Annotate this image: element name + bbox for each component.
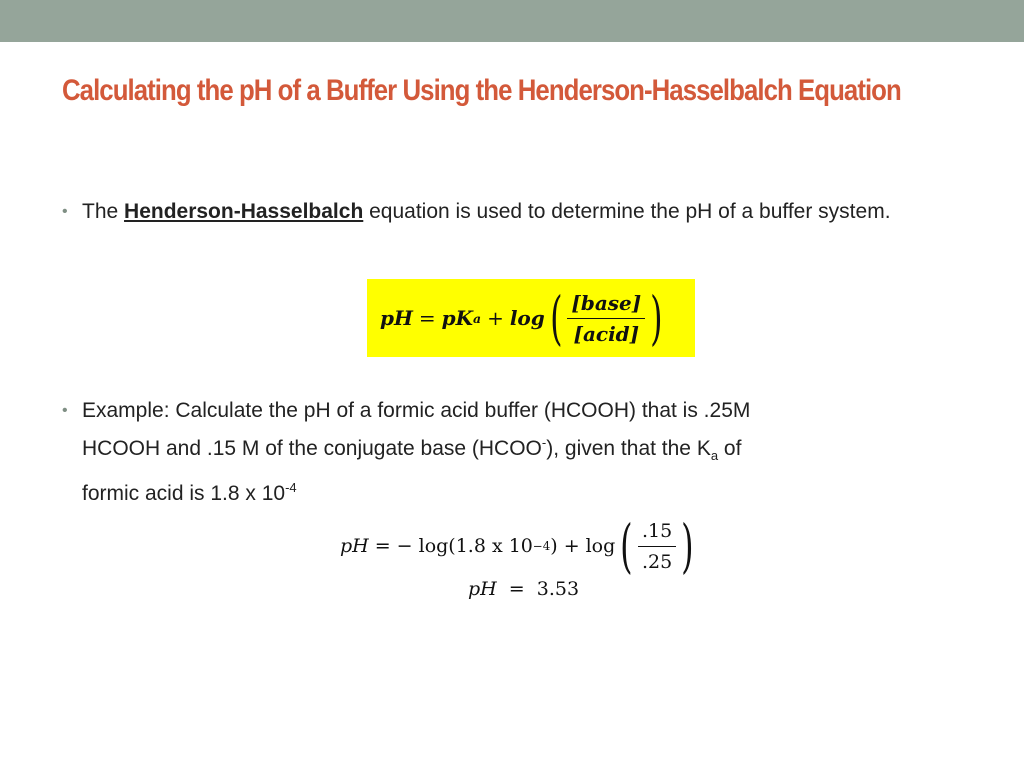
- calculation-numerator: .15: [638, 517, 676, 547]
- calculation-fraction: [638, 517, 676, 576]
- top-accent-bar: [0, 0, 1024, 42]
- formula-fraction: [567, 289, 645, 348]
- bullet-marker: •: [62, 203, 68, 220]
- result-equation: pH = 3.53: [468, 578, 580, 600]
- formula-numerator: [base]: [567, 289, 645, 319]
- bullet-definition-text: The Henderson-Hasselbalch equation is used to determine the pH of a buffer system.: [82, 200, 891, 223]
- bullet-example: [62, 395, 942, 510]
- henderson-hasselbalch-formula: pH = pK a + log ( $\frac{\text{[base]}}{\text{[acid]}}$ ): [380, 284, 663, 352]
- formula-denominator: [acid]: [573, 321, 640, 346]
- bullet-example-text: Example: Calculate the pH of a formic acid buffer (HCOOH) that is .25M HCOOH and .15 M of the conjugate base (HCOO-), given that the $K_a$ of formic acid is 1.8 x $10^{-4}$: [82, 399, 751, 506]
- calculation-equation: pH = − log(1.8 x 10 −4 ) + log ( $\frac{.15}{.25}$ ): [340, 512, 694, 580]
- slide-title: Calculating the pH of a Buffer Using the Henderson-Hasselbalch Equation: [62, 74, 901, 107]
- bullet-marker: •: [62, 402, 68, 419]
- keyword-henderson-hasselbalch: Henderson-Hasselbalch: [124, 200, 364, 223]
- result-value: 3.53: [536, 578, 580, 600]
- bullet-definition: [62, 196, 942, 228]
- calculation-denominator: .25: [641, 550, 673, 573]
